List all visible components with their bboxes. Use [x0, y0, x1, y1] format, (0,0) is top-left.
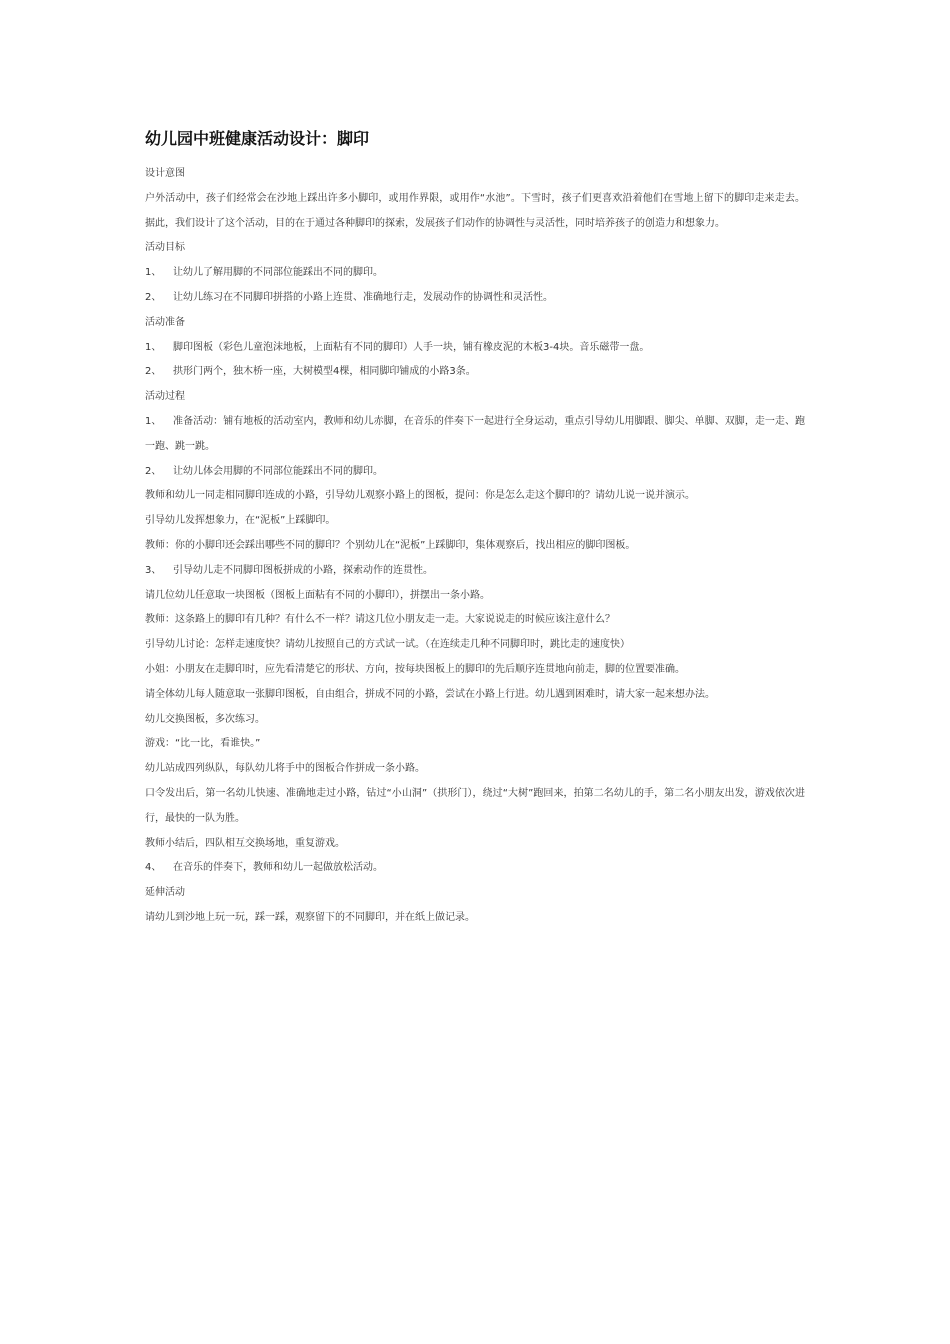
- process-paragraph: 小姐：小朋友在走脚印时，应先看清楚它的形状、方向，按每块图板上的脚印的先后顺序连贯地向前走，脚的位置要准确。: [145, 663, 685, 675]
- process-paragraph: 幼儿站成四列纵队，每队幼儿将手中的图板合作拼成一条小路。: [145, 763, 425, 775]
- list-text: 让幼儿体会用脚的不同部位能踩出不同的脚印。: [173, 465, 383, 477]
- list-number: 2、: [145, 366, 162, 378]
- process-paragraph: 请几位幼儿任意取一块图板（图板上面粘有不同的小脚印），拼摆出一条小路。: [145, 589, 490, 601]
- list-number: 4、: [145, 862, 162, 874]
- intent-paragraph: 户外活动中，孩子们经常会在沙地上踩出许多小脚印，或用作界限，或用作“水池”。下雪时，孩子们更喜欢沿着他们在雪地上留下的脚印走来走去。据此，我们设计了这个活动，目的在于通过各种脚印的探索，发展孩子们动作的协调性与灵活性，同时培养孩子的创造力和想象力。: [145, 192, 805, 229]
- list-number: 1、: [145, 341, 162, 353]
- process-item-4: [145, 856, 805, 881]
- list-text: 让幼儿了解用脚的不同部位能踩出不同的脚印。: [173, 267, 383, 279]
- list-text: 准备活动：铺有地板的活动室内，教师和幼儿赤脚，在音乐的伴奏下一起进行全身运动，重点引导幼儿用脚跟、脚尖、单脚、双脚，走一走、跑一跑、跳一跳。: [145, 415, 805, 452]
- process-paragraph: 幼儿交换图板，多次练习。: [145, 713, 265, 725]
- document-body: [145, 162, 805, 931]
- list-text: 让幼儿练习在不同脚印拼搭的小路上连贯、准确地行走，发展动作的协调性和灵活性。: [173, 291, 553, 303]
- list-text: 拱形门两个，独木桥一座，大树模型4棵，相同脚印铺成的小路3条。: [173, 366, 476, 378]
- list-number: 2、: [145, 291, 162, 303]
- goal-item-2: [145, 286, 805, 311]
- process-paragraph: 教师和幼儿一同走相同脚印连成的小路，引导幼儿观察小路上的图板，提问：你是怎么走这个脚印的？请幼儿说一说并演示。: [145, 490, 695, 502]
- process-item-3: [145, 559, 805, 584]
- document-title: 幼儿园中班健康活动设计：脚印: [145, 129, 370, 148]
- section-heading-goals: 活动目标: [145, 242, 185, 254]
- list-number: 3、: [145, 564, 162, 576]
- process-paragraph: 教师：这条路上的脚印有几种？有什么不一样？请这几位小朋友走一走。大家说说走的时候应该注意什么？: [145, 614, 615, 626]
- list-number: 2、: [145, 465, 162, 477]
- process-paragraph: 引导幼儿发挥想象力，在“泥板”上踩脚印。: [145, 515, 336, 527]
- section-heading-process: 活动过程: [145, 391, 185, 403]
- process-paragraph: 教师：你的小脚印还会踩出哪些不同的脚印？个别幼儿在“泥板”上踩脚印，集体观察后，找出相应的脚印图板。: [145, 539, 636, 551]
- section-heading-extension: 延伸活动: [145, 887, 185, 899]
- section-heading-preparation: 活动准备: [145, 316, 185, 328]
- list-text: 引导幼儿走不同脚印图板拼成的小路，探索动作的连贯性。: [173, 564, 433, 576]
- process-paragraph: 游戏：“比一比，看谁快。”: [145, 738, 261, 750]
- prep-item-1: [145, 336, 805, 361]
- list-number: 1、: [145, 415, 162, 427]
- list-text: 在音乐的伴奏下，教师和幼儿一起做放松活动。: [173, 862, 383, 874]
- list-text: 脚印图板（彩色儿童泡沫地板，上面粘有不同的脚印）人手一块，铺有橡皮泥的木板3-4块。音乐磁带一盘。: [173, 341, 650, 353]
- prep-item-2: [145, 360, 805, 385]
- goal-item-1: [145, 261, 805, 286]
- process-item-2: [145, 460, 805, 485]
- process-paragraph: 引导幼儿讨论：怎样走速度快？请幼儿按照自己的方式试一试。（在连续走几种不同脚印时，跳比走的速度快）: [145, 639, 630, 651]
- process-paragraph: 口令发出后，第一名幼儿快速、准确地走过小路，钻过“小山洞”（拱形门），绕过“大树”跑回来，拍第二名幼儿的手，第二名小朋友出发，游戏依次进行，最快的一队为胜。: [145, 787, 805, 824]
- list-number: 1、: [145, 267, 162, 279]
- process-paragraph: 教师小结后，四队相互交换场地，重复游戏。: [145, 837, 345, 849]
- section-heading-intent: 设计意图: [145, 168, 185, 179]
- process-paragraph: 请全体幼儿每人随意取一张脚印图板，自由组合，拼成不同的小路，尝试在小路上行进。幼儿遇到困难时，请大家一起来想办法。: [145, 688, 715, 700]
- extension-paragraph: 请幼儿到沙地上玩一玩，踩一踩，观察留下的不同脚印，并在纸上做记录。: [145, 911, 475, 923]
- process-item-1: [145, 410, 805, 460]
